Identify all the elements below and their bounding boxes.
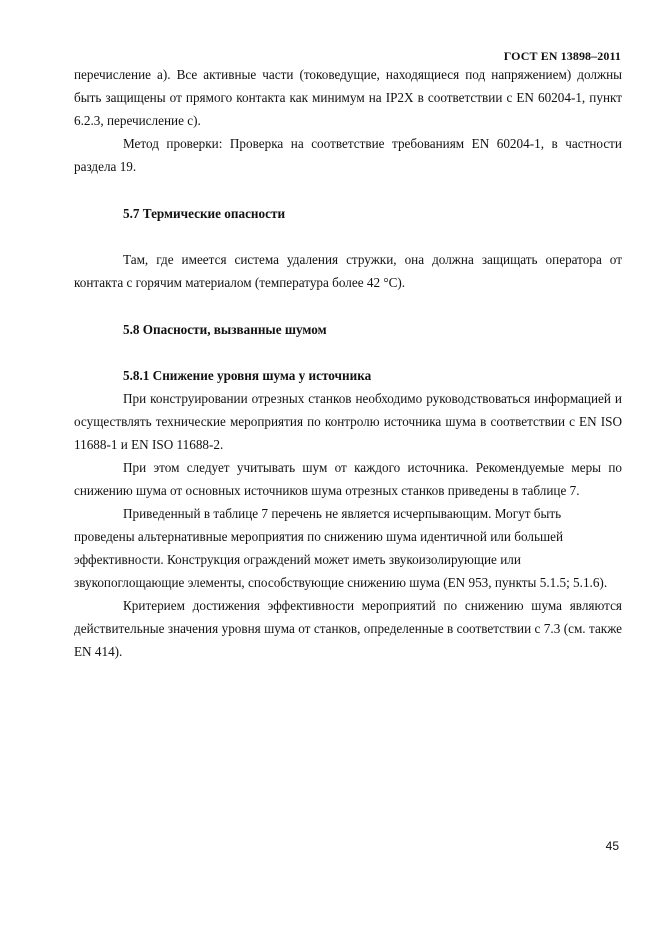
standard-code-header: ГОСТ EN 13898–2011 [503, 49, 621, 63]
paragraph-thermal-hazards: Там, где имеется система удаления стружки, она должна защищать оператора от контакта с горячим материалом (температура более 42 °C). [74, 252, 622, 290]
paragraph-effectiveness-criterion: Критерием достижения эффективности мероприятий по снижению шума являются действительные значения уровня шума от станков, определенные в соответствии с 7.3 (см. также EN 414). [74, 598, 622, 659]
document-body [74, 63, 622, 663]
paragraph-noise-sources: При этом следует учитывать шум от каждого источника. Рекомендуемые меры по снижению шума от основных источников шума отрезных станков приведены в таблице 7. [74, 460, 622, 498]
paragraph-test-method: Метод проверки: Проверка на соответствие требованиям EN 60204-1, в частности раздела 19. [74, 136, 622, 174]
section-heading-5-8-1: 5.8.1 Снижение уровня шума у источника [123, 368, 372, 383]
section-heading-5-8: 5.8 Опасности, вызванные шумом [123, 322, 327, 337]
paragraph-alternative-measures: Приведенный в таблице 7 перечень не является исчерпывающим. Могут быть проведены альтернативные мероприятия по снижению шума идентичной или большей эффективности. Конструкция ограждений может иметь звукоизолирующие или звукопоглощающие элементы, способствующие снижению шума (EN 953, пункты 5.1.5; 5.1.6). [74, 506, 608, 590]
page-number: 45 [605, 839, 619, 853]
paragraph-continuation: перечисление а). Все активные части (токоведущие, находящиеся под напряжением) должны быть защищены от прямого контакта как минимум на IP2X в соответствии с EN 60204-1, пункт 6.2.3, перечисление с). [74, 67, 622, 128]
section-heading-5-7: 5.7 Термические опасности [123, 206, 286, 221]
paragraph-noise-design: При конструировании отрезных станков необходимо руководствоваться информацией и осуществлять технические мероприятия по контролю источника шума в соответствии с EN ISO 11688-1 и EN ISO 11688-2. [74, 391, 622, 452]
